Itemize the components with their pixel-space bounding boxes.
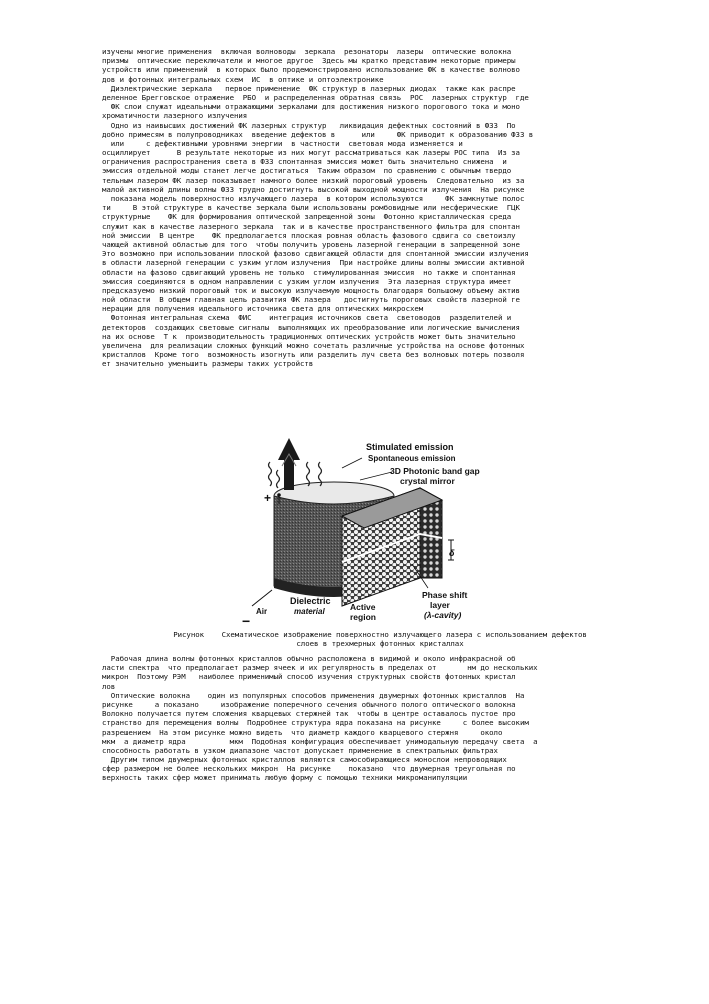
active-region-label-line1: Active [350, 602, 376, 612]
spontaneous-emission-label: Spontaneous emission [368, 454, 456, 463]
text-line: чающей активной областью для того чтобы получить уровень лазерной генерации в запрещенной зоне [102, 239, 520, 249]
leader-mirror [360, 472, 392, 480]
text-line: малой активной длины волны ФЗЗ трудно достигнуть высокой выходной мощности излучения На рисунке [102, 184, 525, 194]
text-line: ограничения распространения света в ФЗЗ спонтанная эмиссия может быть значительно снижена и [102, 157, 507, 167]
text-line: кристаллов Кроме того возможность изогнуть или разделить луч света без волновых потерь позволя [102, 350, 525, 360]
text-line: деленное Брегговское отражение РБО и распределенная обратная связь РОС лазерных структур где [102, 92, 529, 102]
text-line: эмиссия соединяются в одном направлении с узким углом излучения Эта лазерная структура имеет [102, 276, 512, 286]
air-label: Air [256, 607, 268, 616]
minus-sign: − [242, 613, 251, 624]
phase-shift-label-line3: (λ-cavity) [424, 610, 462, 620]
text-line: хроматичности лазерного излучения [102, 111, 248, 121]
text-line: служит как в качестве лазерного зеркала так и в качестве пространственного фильтра для спонтан [102, 221, 520, 231]
paragraph-block-bottom [102, 654, 658, 783]
text-line: ной области В общем главная цель развития ФК лазера достигнуть пороговых свойств лазерной ге [102, 295, 520, 305]
text-line: рисунке а показано изображение поперечного сечения обычного полого оптического волокна [102, 699, 516, 709]
dielectric-label-line1: Dielectric [290, 596, 331, 606]
text-line: ной эмиссии В центре ФК предполагается плоская ровная область фазового сдвига со светоизлу [102, 230, 516, 240]
text-line: предсказуемо низкий пороговый ток и высокую излучаемую мощность благодаря большому объему актив [102, 285, 520, 295]
leader-stimulated [342, 458, 362, 468]
text-line: области на фазово сдвигающий уровень не только стимулированная эмиссия но также и спонтанная [102, 267, 516, 277]
text-line: изучены многие применения включая волноводы зеркала резонаторы лазеры оптические волокна [102, 47, 512, 56]
dielectric-label-line2: material [294, 607, 325, 616]
text-line: Диэлектрические зеркала первое применение ФК структур в лазерных диодах также как распре [102, 83, 516, 93]
figure-caption [102, 630, 658, 648]
delta-label: δ [449, 548, 455, 558]
text-line: показана модель поверхностно излучающего лазера в котором используются ФК замкнутые полос [102, 194, 525, 203]
text-line: осциллирует В результате некоторые из них могут рассматриваться как лазеры РОС типа Из за [102, 148, 520, 158]
stimulated-emission-arrow [278, 438, 300, 490]
text-line: Рабочая длина волны фотонных кристаллов обычно расположена в видимой и около инфракрасной об [102, 654, 516, 663]
text-line: нерации для получения идеального источника света для оптических микросхем [102, 304, 424, 314]
laser-diagram [242, 428, 514, 624]
active-region-label-line2: region [350, 612, 376, 622]
text-line: Волокно получается путем сложения кварцевых стержней так чтобы в центре оставалось пустое про [102, 709, 516, 719]
text-line: ти В этой структуре в качестве зеркала были использованы ромбовидные или несферические ГЦК [102, 203, 520, 213]
text-line: Оптические волокна один из популярных способов применения двумерных фотонных кристаллов На [102, 690, 525, 700]
text-line: призмы оптические переключатели и многое другое Здесь мы кратко представим некоторые примеры [102, 56, 516, 66]
text-line: ет значительно уменьшить размеры таких устройств [102, 359, 314, 369]
text-line: дов и фотонных интегральных схем ИС в оптике и оптоэлектронике [102, 74, 384, 84]
text-line: на их основе Т к производительность традиционных оптических устройств может быть значительно [102, 331, 516, 341]
text-line: верхность таких сфер может принимать любую форму с помощью техники микроманипуляции [102, 773, 468, 783]
text-line: лов [102, 681, 116, 691]
text-line: мкм а диаметр ядра мкм Подобная конфигурация обеспечивает унимодальную передачу света а [102, 736, 538, 746]
text-line: Это возможно при использовании плоской фазово сдвигающей области для спонтанной эмиссии излучения [102, 249, 529, 259]
text-line: структурные ФК для формирования оптической запрещенной зоны Фотонно кристаллическая среда [102, 212, 512, 222]
text-line: ласти спектра что предполагает размер ячеек и их регулярность в пределах от нм до нескольких [102, 663, 538, 673]
mirror-label-line1: 3D Photonic band gap [390, 466, 480, 476]
text-line: Одно из наивысших достижений ФК лазерных структур ликвидация дефектных состояний в ФЗЗ По [102, 120, 516, 130]
text-line: Фотонная интегральная схема ФИС интеграция источников света световодов разделителей и [102, 313, 512, 323]
text-line: детекторов создающих световые сигналы выполняющих их преобразование или логические вычисления [102, 322, 520, 332]
plus-sign: + [264, 491, 272, 505]
text-line: тельным лазером ФК лазер показывает намного более низкий пороговый уровень Следовательно из за [102, 175, 525, 185]
text-line: сфер размером не более нескольких микрон На рисунке показано что двумерная треугольная по [102, 764, 516, 774]
text-line: Рисунок Схематическое изображение поверхностно излучающего лазера с использованием дефектов [173, 630, 587, 639]
laser-structure-figure [242, 428, 514, 624]
stimulated-emission-label: Stimulated emission [366, 442, 454, 452]
phase-shift-label-line1: Phase shift [422, 590, 468, 600]
text-line: в области лазерной генерации с узким углом излучения При настройке длины волны эмиссии активной [102, 258, 525, 268]
text-line: добно примесям в полупроводниках введение дефектов в или ФК приводит к образованию ФЗЗ в [102, 129, 534, 139]
text-line: способность работать в узком диапазоне частот допускает применение в спектральных фильтрах [102, 745, 498, 755]
minus-lead [252, 590, 272, 606]
text-line: микрон Поэтому РЭМ наиболее применимый способ изучения структурных свойств фотонных кристал [102, 672, 516, 682]
paragraph-block-top [102, 47, 658, 369]
phase-shift-label-line2: layer [430, 600, 450, 610]
text-line: слоев в трехмерных фотонных кристаллах [296, 639, 464, 649]
text-line: странство для перемещения волны Подробнее структура ядра показана на рисунке с более высоким [102, 718, 529, 728]
text-line: увеличена для реализации сложных функций можно сочетать различные устройства на основе фотонных [102, 341, 525, 350]
text-line: устройств или применений в которых было продемонстрировано использование ФК в качестве волново [102, 65, 520, 75]
text-line: эмиссия отдельной моды станет легче достигаться Таким образом по сравнению с обычным твердо [102, 166, 512, 176]
mirror-label-line2: crystal mirror [400, 476, 455, 486]
text-line: Другим типом двумерных фотонных кристаллов являются самособирающиеся монослои непроводящих [102, 755, 507, 765]
text-line: или с дефективными уровнями энергии в частности световая мода изменяется и [102, 138, 463, 148]
text-line: ФК слои служат идеальными отражающими зеркалами для достижения низкого порогового тока и моно [102, 102, 520, 112]
text-line: разрешением На этом рисунке можно видеть что диаметр каждого кварцевого стержня около [102, 727, 503, 737]
